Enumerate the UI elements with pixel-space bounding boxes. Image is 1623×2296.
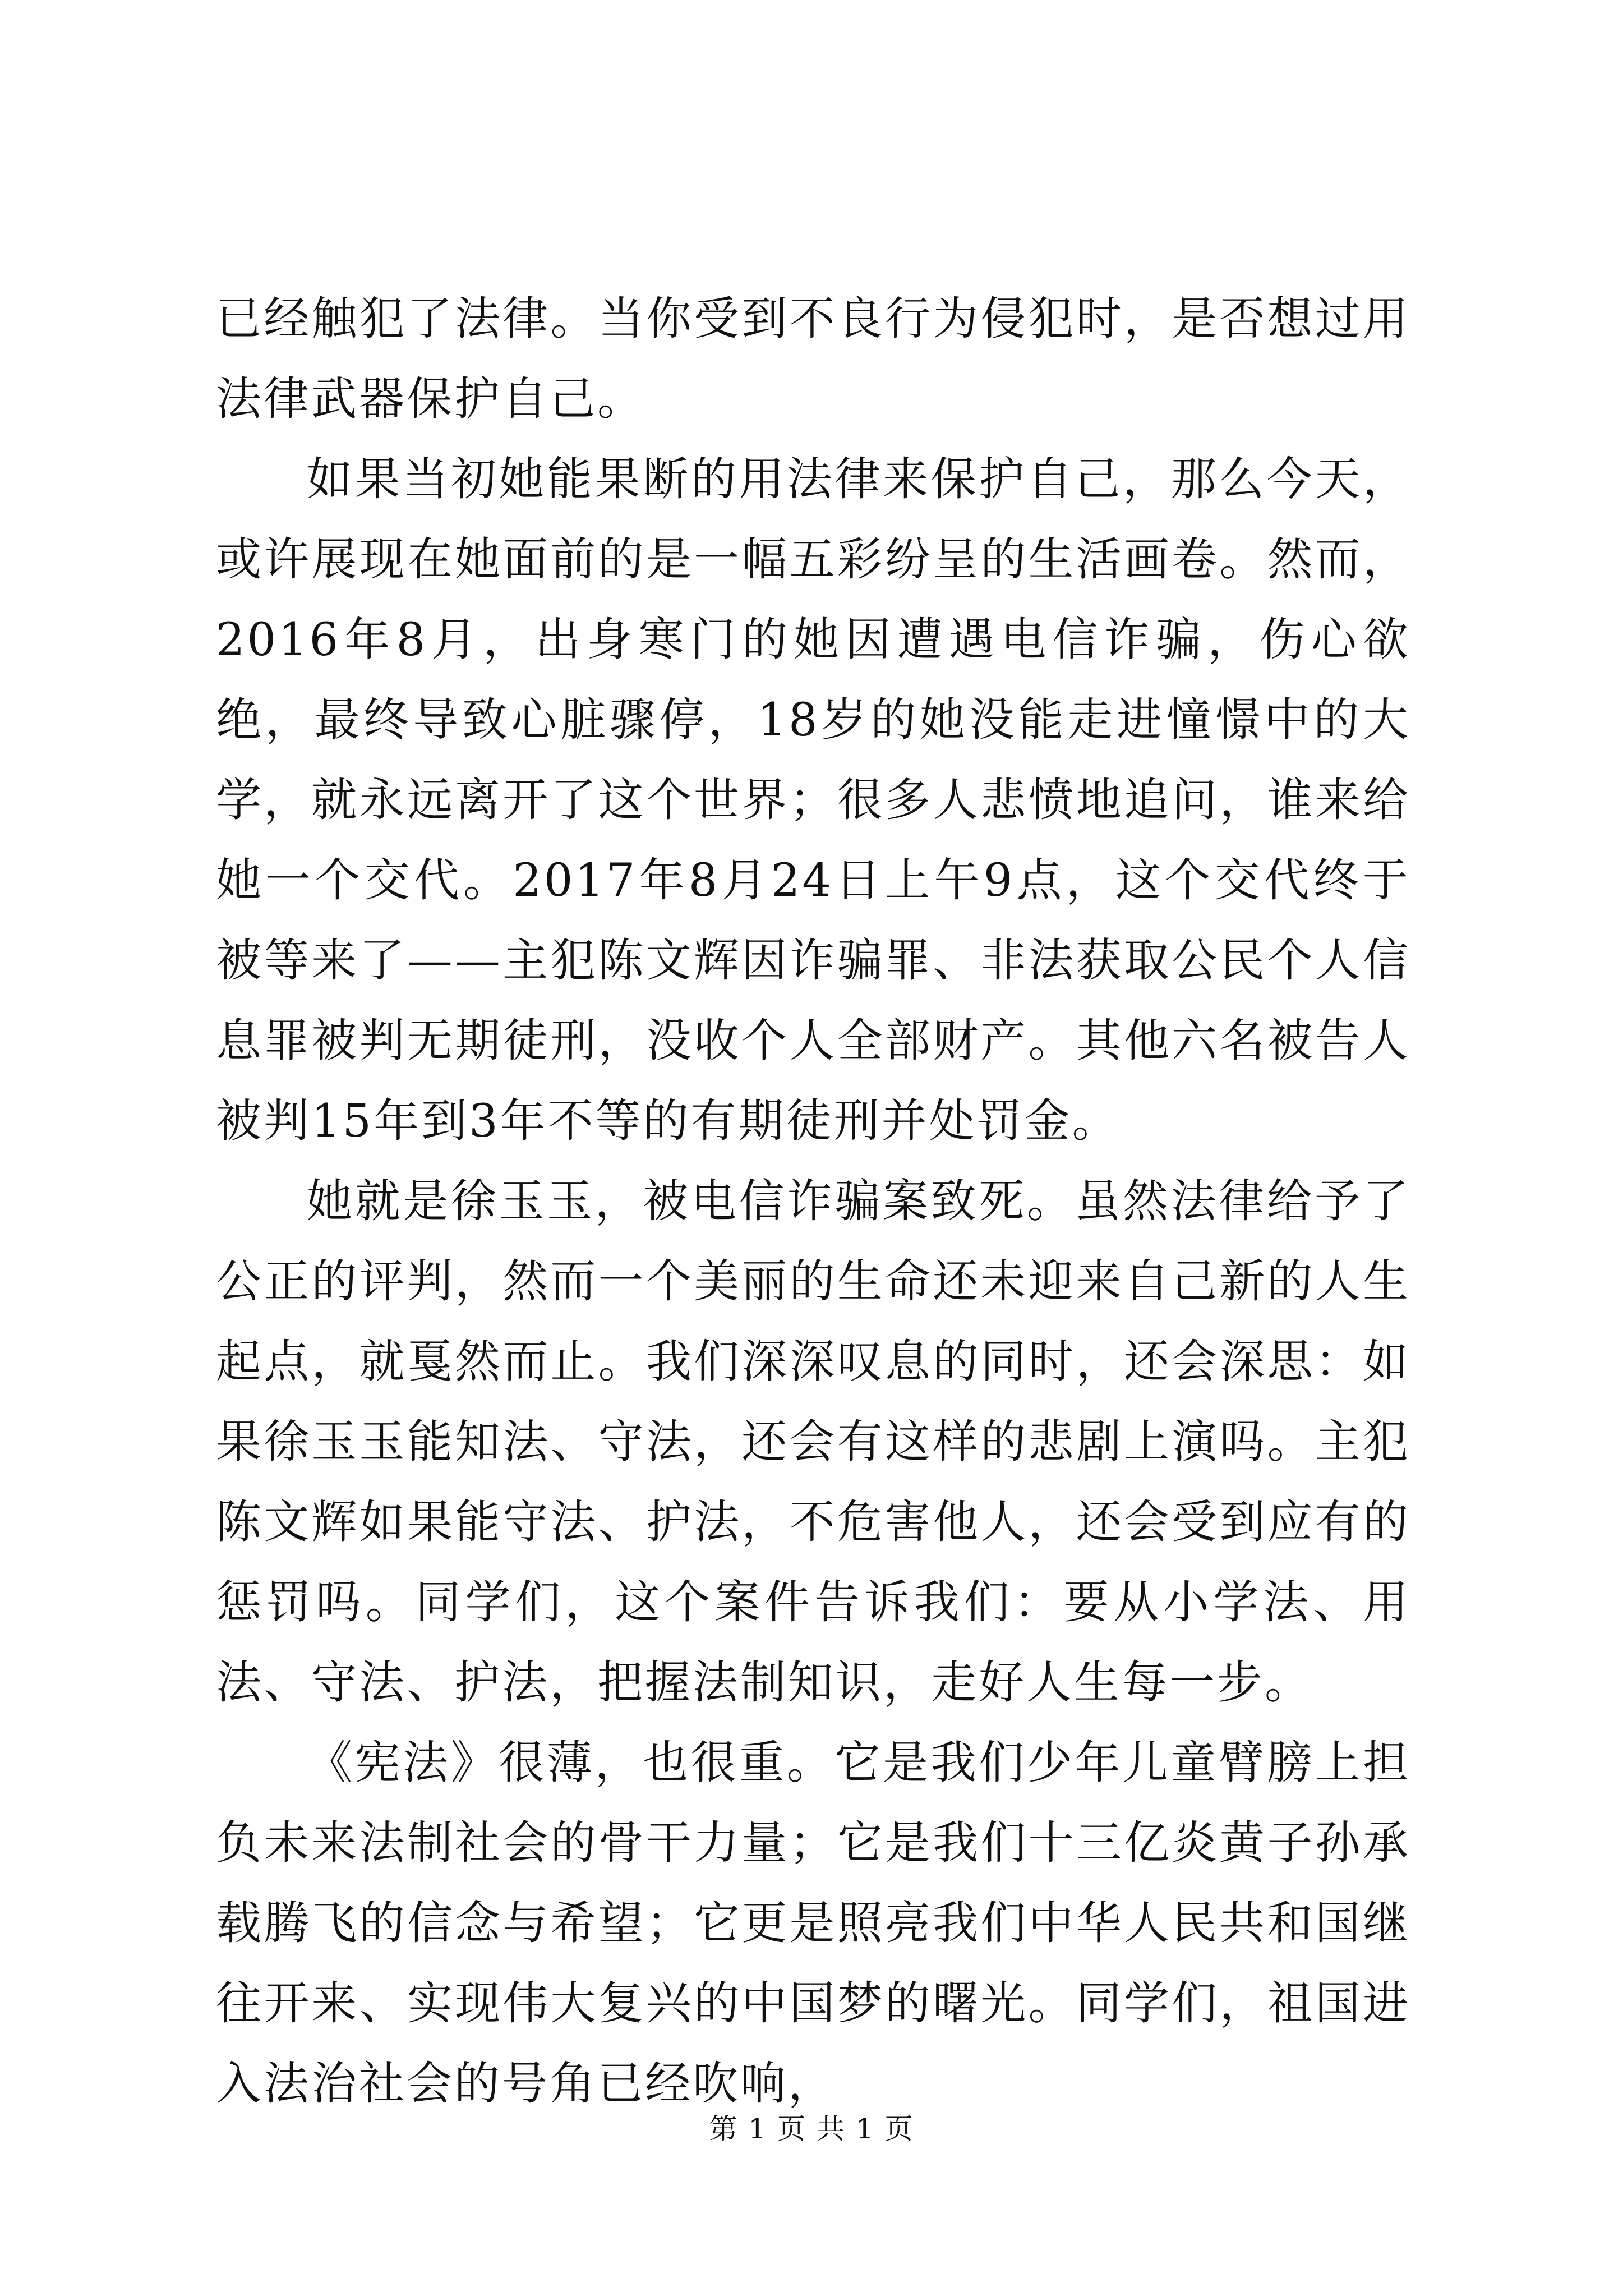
paragraph-2: 如果当初她能果断的用法律来保护自己，那么今天，或许展现在她面前的是一幅五彩纷呈的生活画卷。然而，2016年8月，出身寒门的她因遭遇电信诈骗，伤心欲绝，最终导致心脏骤停，18岁的她没能走进憧憬中的大学，就永远离开了这个世界；很多人悲愤地追问，谁来给她一个交代。2017年8月24日上午9点，这个交代终于被等来了——主犯陈文辉因诈骗罪、非法获取公民个人信息罪被判无期徒刑，没收个人全部财产。其他六名被告人被判15年到3年不等的有期徒刑并处罚金。: [216, 453, 1410, 1148]
page-footer: 第 1 页 共 1 页: [709, 2113, 914, 2145]
paragraph-4: 《宪法》很薄，也很重。它是我们少年儿童臂膀上担负未来法制社会的骨干力量；它是我们十三亿炎黄子孙承载腾飞的信念与希望；它更是照亮我们中华人民共和国继往开来、实现伟大复兴的中国梦的曙光。同学们，祖国进入法治社会的号角已经吹响，: [216, 1737, 1410, 2110]
document-body: [216, 279, 1410, 2124]
paragraph-3: 她就是徐玉玉，被电信诈骗案致死。虽然法律给予了公正的评判，然而一个美丽的生命还未迎来自己新的人生起点，就戛然而止。我们深深叹息的同时，还会深思：如果徐玉玉能知法、守法，还会有这样的悲剧上演吗。主犯陈文辉如果能守法、护法，不危害他人，还会受到应有的惩罚吗。同学们，这个案件告诉我们：要从小学法、用法、守法、护法，把握法制知识，走好人生每一步。: [216, 1175, 1410, 1709]
paragraph-1: 已经触犯了法律。当你受到不良行为侵犯时，是否想过用法律武器保护自己。: [216, 293, 1410, 426]
